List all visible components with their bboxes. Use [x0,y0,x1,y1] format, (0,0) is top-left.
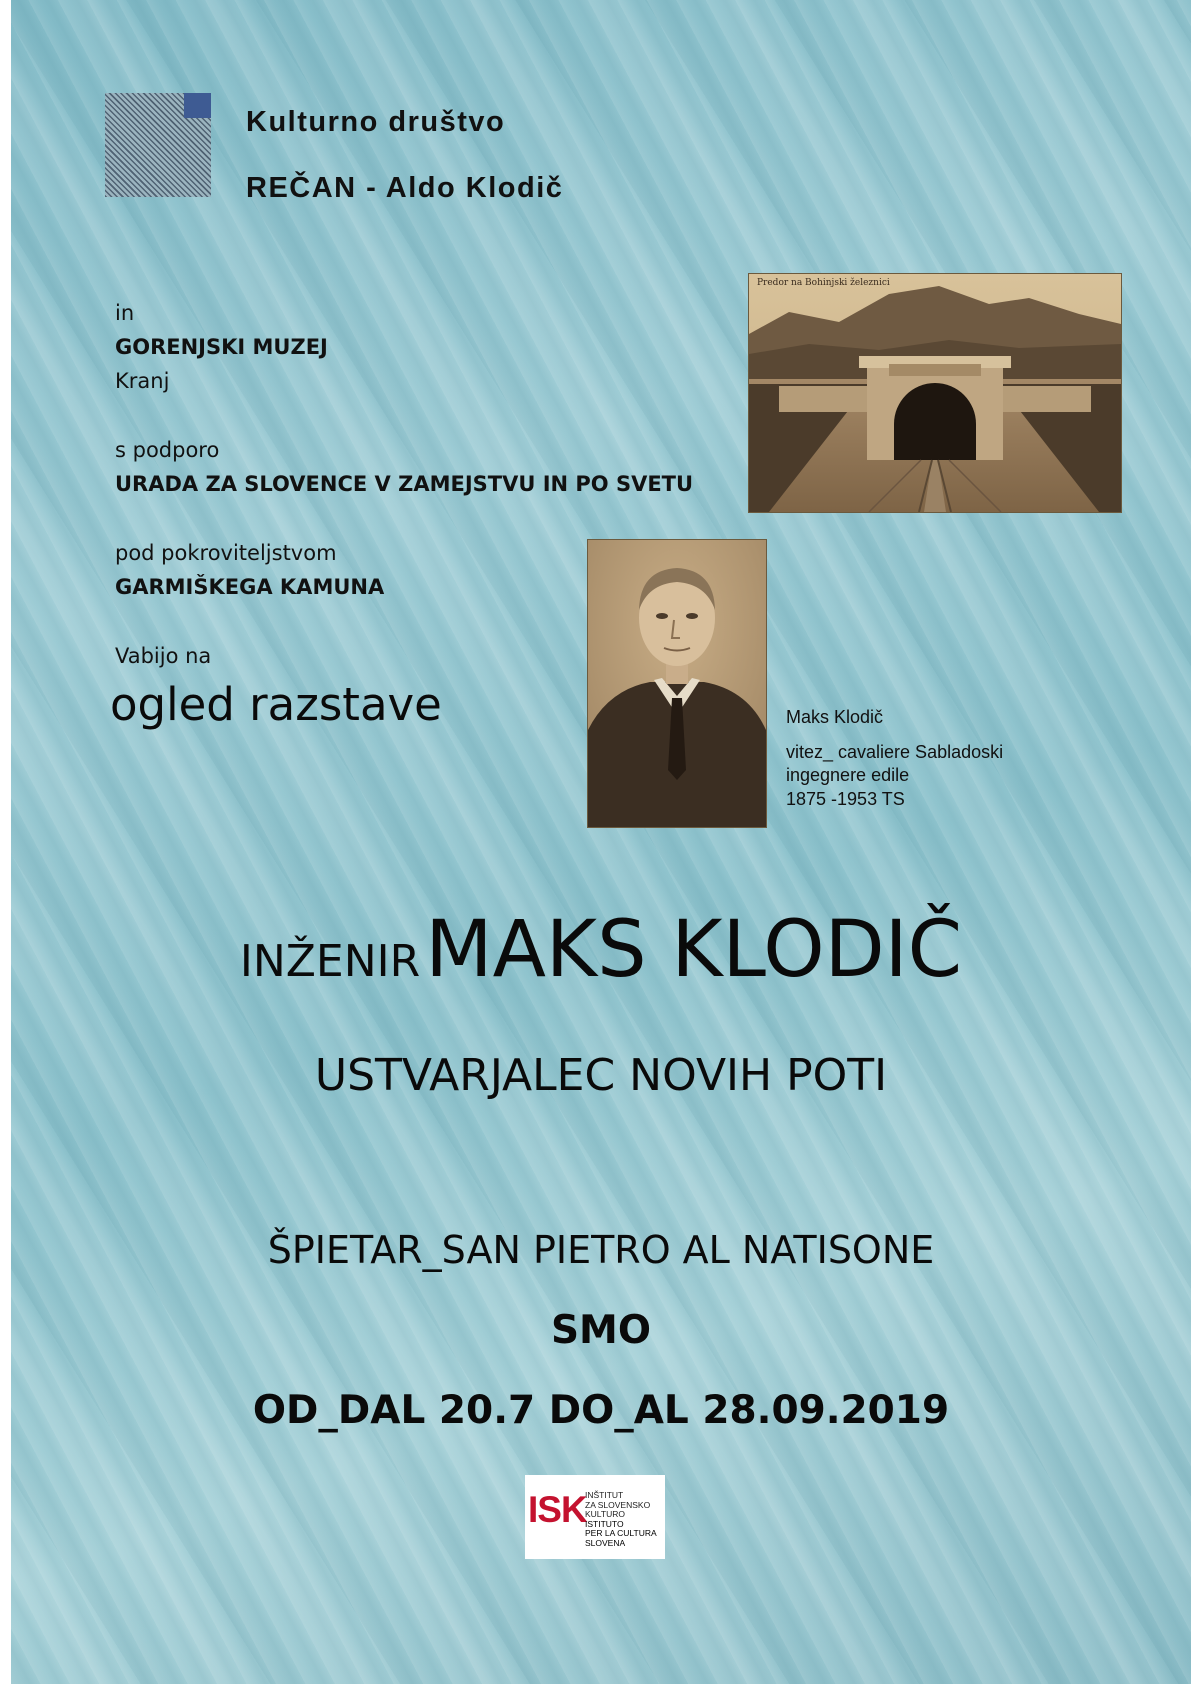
support-org: URADA ZA SLOVENCE V ZAMEJSTVU IN PO SVETU [115,472,694,496]
org-name-line1: Kulturno društvo [246,106,506,138]
isk-logo-abbr: ISK [528,1489,587,1530]
invite-label: Vabijo na [115,644,212,668]
main-title [11,905,1191,995]
and-word: in [115,301,135,325]
museum-city: Kranj [115,369,170,393]
venue-dates: OD_DAL 20.7 DO_AL 28.09.2019 [252,1388,950,1433]
title-prefix: INŽENIR [239,936,421,987]
isk-logo-line: KULTURO [585,1509,625,1520]
caption-name: Maks Klodič [786,707,884,727]
patron-label: pod pokroviteljstvom [115,541,337,565]
society-logo-icon [105,93,211,197]
poster [11,0,1191,1684]
isk-logo-line: SLOVENA [585,1537,626,1548]
org-name-line2: REČAN - Aldo Klodič [246,172,564,204]
tunnel-photo-image [749,274,1121,512]
caption-line1: vitez_ cavaliere Sabladoski [786,742,1004,762]
isk-logo-line: ZA SLOVENSKO [585,1499,651,1510]
support-label: s podporo [115,438,220,462]
caption-line3: 1875 -1953 TS [786,789,905,809]
logo-accent-square [184,93,211,118]
caption-line2: ingegnere edile [786,765,910,785]
venue-school: SMO [550,1308,652,1353]
tunnel-photo [748,273,1122,513]
portrait-photo-image [588,540,766,827]
venue-place: ŠPIETAR_SAN PIETRO AL NATISONE [267,1228,935,1272]
isk-logo-line: ISTITUTO [585,1518,624,1529]
tunnel-photo-caption: Predor na Bohinjski železnici [757,278,890,288]
title-name: MAKS KLODIČ [425,905,963,995]
museum-name: GORENJSKI MUZEJ [115,335,328,359]
patron-org: GARMIŠKEGA KAMUNA [115,575,385,599]
portrait-photo [587,539,767,828]
isk-logo-text [585,1491,657,1549]
isk-logo-line: INŠTITUT [585,1490,624,1500]
isk-logo-line: PER LA CULTURA [585,1528,657,1539]
title-subtitle: USTVARJALEC NOVIH POTI [314,1050,888,1101]
invite-event: ogled razstave [110,678,442,731]
isk-sponsor-logo [525,1475,665,1559]
